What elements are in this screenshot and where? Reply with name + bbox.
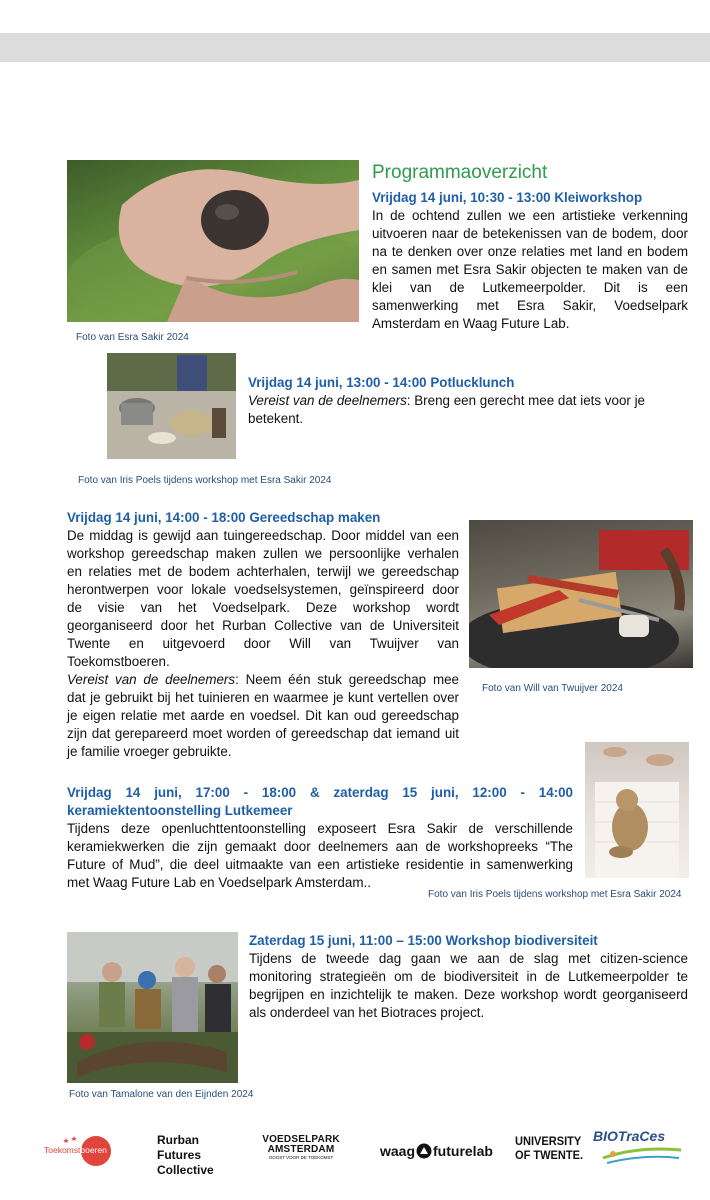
text-line: samenwerking met Esra Sakir, Voedselpark	[372, 298, 688, 313]
biotraces-swoosh-icon	[593, 1128, 685, 1168]
section2-heading: Vrijdag 14 juni, 13:00 - 14:00 Potlucklunch	[248, 375, 515, 390]
text-line: Tijdens de tweede dag gaan we aan de slag met citizen-science	[249, 951, 688, 966]
text-line: Tijdens deze openluchttentoonstelling exposeert Esra Sakir de verschillende	[67, 821, 573, 836]
text-line: klei van de Lutkemeerpolder. Dit is een	[372, 280, 688, 295]
text-line: Future of Mud”, die deel uitmaakte van een artistieke residentie in samenwerking	[67, 857, 573, 872]
text-line: zijn dat gerepareerd moet worden of gereedschap dat iemand uit	[67, 726, 459, 741]
waag-word: waag	[380, 1143, 416, 1159]
potluck-photo	[107, 353, 236, 459]
clay-photo	[67, 160, 359, 322]
caption-potluck: Foto van Iris Poels tijdens workshop met Esra Sakir 2024	[78, 475, 332, 486]
futurelab-word: futurelab	[433, 1143, 493, 1159]
voedselpark-logo	[252, 1135, 350, 1161]
rurban-line: Rurban	[157, 1133, 199, 1147]
text-line: dat je gebruikt bij het tuinieren en waarmee je kunt vertellen over	[67, 690, 459, 705]
ceramic-photo	[585, 742, 689, 878]
text-line: je familie vroeger gebruikte.	[67, 744, 232, 759]
voedselpark-line: VOEDSELPARK	[262, 1134, 340, 1145]
text-line: uitvoeren naar de betekenissen van de bodem, door	[372, 226, 688, 241]
text-line: als onderdeel van het Biotraces project.	[249, 1005, 485, 1020]
voedselpark-tagline: OOGST VOOR DE TOEKOMST	[268, 1155, 334, 1160]
rurban-line: Collective	[157, 1163, 214, 1177]
text-line: de visie van het Voedselpark. Deze workshop wordt	[67, 600, 459, 615]
boeren-word: boeren	[80, 1145, 107, 1155]
rurban-line: Futures	[157, 1148, 202, 1162]
toekomst-word: Toekomst	[44, 1145, 81, 1155]
section1-heading: Vrijdag 14 juni, 10:30 - 13:00 Kleiworkshop	[372, 190, 643, 205]
requirement-text: : Breng een gerecht mee dat iets voor je	[406, 393, 645, 408]
page-title: Programmaoverzicht	[372, 162, 548, 183]
top-bar	[0, 33, 710, 62]
text-line: Twente en uitgevoerd door Will van Twuijver van	[67, 636, 459, 651]
tools-photo	[469, 520, 693, 668]
text-line: begrijpen en inzichtelijk te maken. Deze workshop wordt georganiseerd	[249, 987, 688, 1002]
waag-emblem-icon	[416, 1143, 432, 1159]
text-line: De middag is gewijd aan tuingereedschap. Door middel van een	[67, 528, 459, 543]
text-line: met Waag Future Lab en Voedselpark Amsterdam..	[67, 875, 371, 890]
toekomstboeren-text	[44, 1145, 107, 1155]
requirement-label: Vereist van de deelnemers	[67, 672, 236, 687]
caption-clay: Foto van Esra Sakir 2024	[76, 332, 189, 343]
section4-heading-line2: keramiektentoonstelling Lutkemeer	[67, 803, 293, 818]
twente-line: UNIVERSITY	[515, 1134, 582, 1148]
biodiversity-photo	[67, 932, 238, 1083]
section3-heading: Vrijdag 14 juni, 14:00 - 18:00 Gereedschap maken	[67, 510, 381, 525]
text-line: en samen met Esra Sakir objecten te maken van de	[372, 262, 688, 277]
section4-body	[67, 820, 573, 892]
text-line: Toekomstboeren.	[67, 654, 170, 669]
caption-ceramic: Foto van Iris Poels tijdens workshop met Esra Sakir 2024	[428, 889, 682, 900]
section5-heading: Zaterdag 15 juni, 11:00 – 15:00 Workshop biodiversiteit	[249, 933, 598, 948]
text-line: workshop gereedschap maken zullen we persoonlijke verhalen	[67, 546, 459, 561]
section3-body	[67, 527, 459, 761]
section1-body	[372, 207, 688, 333]
caption-biodiversity: Foto van Tamalone van den Eijnden 2024	[69, 1089, 254, 1100]
text-line: keramiekwerken die zijn gemaakt door deelnemers aan de workshopreeks “The	[67, 839, 573, 854]
requirement-line	[67, 671, 459, 689]
text-line: Amsterdam en Waag Future Lab.	[372, 316, 570, 331]
requirement-label: Vereist van de deelnemers	[248, 393, 407, 408]
section5-body	[249, 950, 688, 1022]
section2-req-line1	[248, 392, 645, 410]
voedselpark-line: AMSTERDAM	[267, 1144, 335, 1155]
text-line: en relaties met de bodem achterhalen, terwijl we gereedschap	[67, 564, 459, 579]
text-line: na te denken over onze relaties met land en bodem	[372, 244, 688, 259]
text-line: herontwerpen voor lokale voedselsystemen, geïnspireerd door	[67, 582, 459, 597]
requirement-text: : Neem één stuk gereedschap mee	[235, 672, 459, 687]
toekomstboeren-logo	[44, 1134, 114, 1168]
twente-line: OF TWENTE.	[515, 1148, 584, 1162]
biotraces-text: BIOTraCes	[593, 1128, 666, 1144]
rurban-logo	[157, 1133, 214, 1178]
text-line: je eigen relatie met aarde en voedsel. Dit kan oud gereedschap	[67, 708, 459, 723]
text-line: In de ochtend zullen we een artistieke verkenning	[372, 208, 688, 223]
section4-heading-line1: Vrijdag 14 juni, 17:00 - 18:00 & zaterdag 15 juni, 12:00 - 14:00	[67, 785, 573, 800]
section2-req-line2: betekent.	[248, 411, 304, 426]
text-line: monitoring strategieën om de biodiversiteit in de Lutkemeerpolder te	[249, 969, 688, 984]
caption-tools: Foto van Will van Twuijver 2024	[482, 683, 623, 694]
biotraces-logo	[593, 1128, 685, 1168]
waag-logo	[380, 1143, 493, 1159]
text-line: georganiseerd door het Rurban Collective van de Universiteit	[67, 618, 459, 633]
twente-logo	[515, 1134, 583, 1162]
